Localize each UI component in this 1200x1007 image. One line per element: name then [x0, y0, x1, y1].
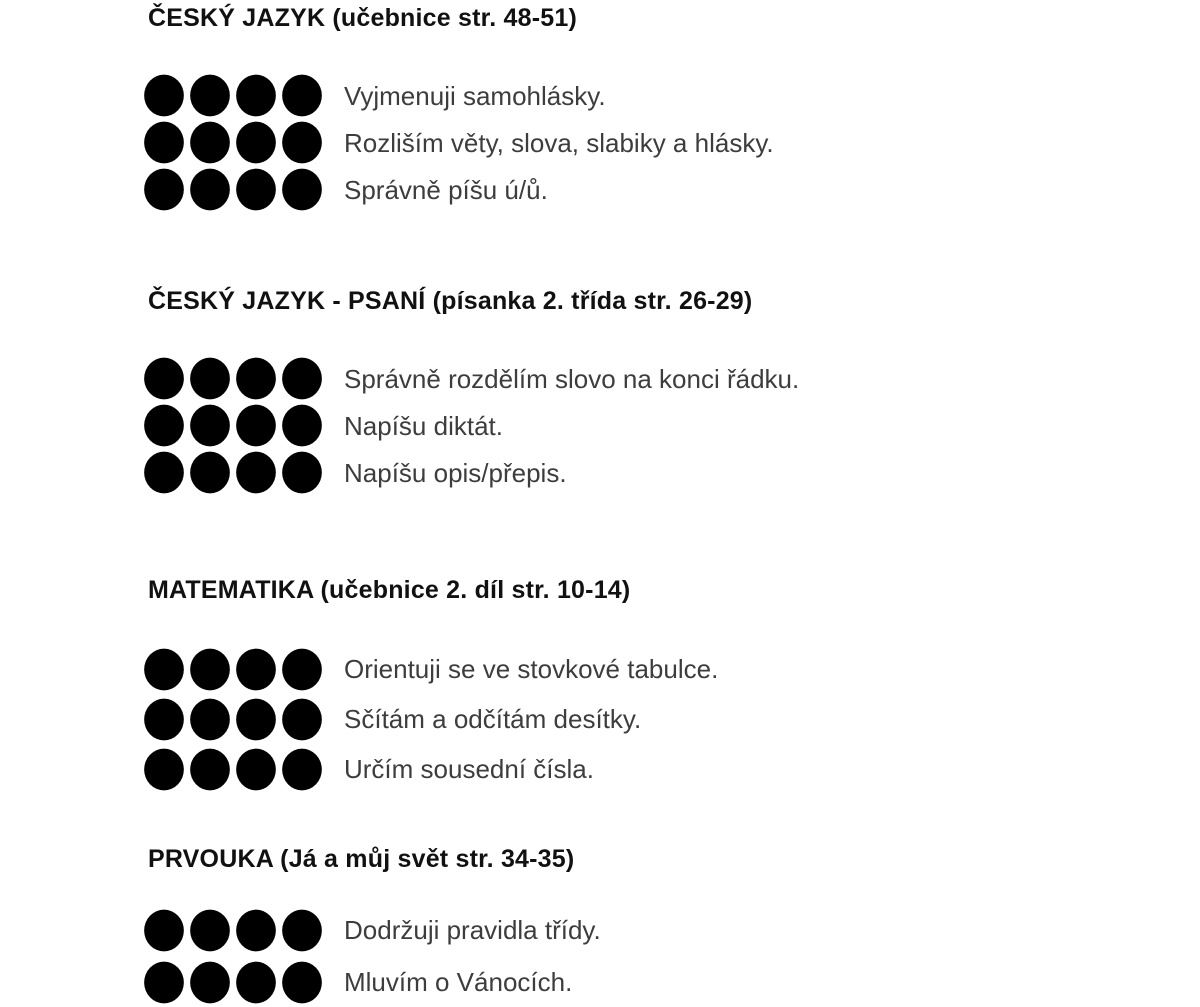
- face-grin-icon: [280, 697, 324, 742]
- assessment-item-label: Orientuji se ve stovkové tabulce.: [344, 654, 719, 684]
- face-neutral-icon: [142, 450, 186, 495]
- rating-scale: [142, 73, 324, 118]
- rating-scale: [142, 403, 324, 448]
- assessment-item-label: Mluvím o Vánocích.: [344, 967, 573, 997]
- face-slight-smile-icon: [188, 450, 232, 495]
- face-grin-icon: [280, 356, 324, 401]
- face-slight-smile-icon: [188, 960, 232, 1005]
- face-neutral-icon: [142, 73, 186, 118]
- face-grin-icon: [280, 120, 324, 165]
- face-slight-smile-icon: [188, 697, 232, 742]
- section-heading: MATEMATIKA (učebnice 2. díl str. 10-14): [148, 576, 631, 604]
- face-neutral-icon: [142, 747, 186, 792]
- rating-scale: [142, 908, 324, 953]
- assessment-item-label: Dodržuji pravidla třídy.: [344, 915, 601, 945]
- section-heading: ČESKÝ JAZYK - PSANÍ (písanka 2. třída str. 26-29): [148, 287, 753, 315]
- face-smile-icon: [234, 960, 278, 1005]
- face-grin-icon: [280, 908, 324, 953]
- rating-scale: [142, 960, 324, 1005]
- face-slight-smile-icon: [188, 908, 232, 953]
- face-smile-icon: [234, 697, 278, 742]
- face-smile-icon: [234, 120, 278, 165]
- face-neutral-icon: [142, 697, 186, 742]
- rating-scale: [142, 450, 324, 495]
- rating-scale: [142, 120, 324, 165]
- face-smile-icon: [234, 450, 278, 495]
- assessment-row: [142, 956, 1200, 1007]
- section-heading: PRVOUKA (Já a můj svět str. 34-35): [148, 845, 575, 873]
- face-grin-icon: [280, 647, 324, 692]
- face-slight-smile-icon: [188, 120, 232, 165]
- face-grin-icon: [280, 167, 324, 212]
- assessment-row: [142, 449, 1200, 496]
- assessment-item-label: Vyjmenuji samohlásky.: [344, 80, 606, 111]
- face-grin-icon: [280, 403, 324, 448]
- face-smile-icon: [234, 356, 278, 401]
- rating-scale: [142, 167, 324, 212]
- subject-section: [148, 845, 1200, 1007]
- face-slight-smile-icon: [188, 747, 232, 792]
- face-slight-smile-icon: [188, 647, 232, 692]
- face-slight-smile-icon: [188, 167, 232, 212]
- assessment-row: [142, 904, 1200, 956]
- face-neutral-icon: [142, 120, 186, 165]
- assessment-row: [142, 402, 1200, 449]
- face-smile-icon: [234, 908, 278, 953]
- assessment-row: [142, 119, 1200, 166]
- rating-scale: [142, 647, 324, 692]
- face-grin-icon: [280, 960, 324, 1005]
- assessment-item-label: Rozliším věty, slova, slabiky a hlásky.: [344, 127, 774, 158]
- assessment-row: [142, 72, 1200, 119]
- assessment-rows: [142, 904, 1200, 1007]
- subject-section: [148, 4, 1200, 213]
- face-neutral-icon: [142, 403, 186, 448]
- assessment-row: [142, 694, 1200, 744]
- face-smile-icon: [234, 403, 278, 448]
- face-smile-icon: [234, 73, 278, 118]
- face-neutral-icon: [142, 960, 186, 1005]
- assessment-rows: [142, 355, 1200, 496]
- face-neutral-icon: [142, 167, 186, 212]
- face-slight-smile-icon: [188, 356, 232, 401]
- face-grin-icon: [280, 747, 324, 792]
- face-neutral-icon: [142, 647, 186, 692]
- section-heading: ČESKÝ JAZYK (učebnice str. 48-51): [148, 4, 577, 32]
- assessment-row: [142, 644, 1200, 694]
- assessment-item-label: Určím sousední čísla.: [344, 754, 594, 784]
- rating-scale: [142, 356, 324, 401]
- assessment-item-label: Správně rozdělím slovo na konci řádku.: [344, 363, 800, 394]
- assessment-item-label: Sčítám a odčítám desítky.: [344, 704, 642, 734]
- subject-section: [148, 287, 1200, 496]
- face-smile-icon: [234, 747, 278, 792]
- rating-scale: [142, 747, 324, 792]
- face-neutral-icon: [142, 908, 186, 953]
- assessment-rows: [142, 72, 1200, 213]
- assessment-rows: [142, 644, 1200, 794]
- face-smile-icon: [234, 647, 278, 692]
- assessment-row: [142, 355, 1200, 402]
- rating-scale: [142, 697, 324, 742]
- face-neutral-icon: [142, 356, 186, 401]
- assessment-item-label: Napíšu diktát.: [344, 410, 503, 441]
- subject-section: [148, 576, 1200, 794]
- assessment-item-label: Správně píšu ú/ů.: [344, 174, 548, 205]
- face-smile-icon: [234, 167, 278, 212]
- face-grin-icon: [280, 450, 324, 495]
- assessment-row: [142, 744, 1200, 794]
- assessment-row: [142, 166, 1200, 213]
- face-slight-smile-icon: [188, 73, 232, 118]
- assessment-item-label: Napíšu opis/přepis.: [344, 457, 567, 488]
- face-grin-icon: [280, 73, 324, 118]
- face-slight-smile-icon: [188, 403, 232, 448]
